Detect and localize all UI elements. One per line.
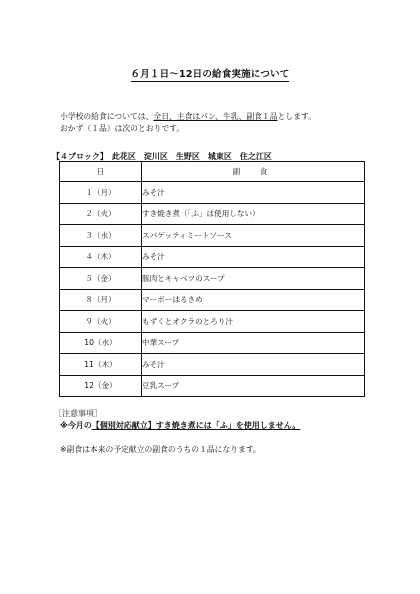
intro-line-1: 小学校の給食については、全日、主食はパン、牛乳、副食１品とします。 — [60, 112, 316, 121]
row-date: ５（金） — [60, 268, 142, 290]
row-date: 11（木） — [60, 354, 142, 376]
row-date: ９（火） — [60, 311, 142, 333]
table-row — [60, 311, 365, 333]
row-date: ４（木） — [60, 246, 142, 268]
row-dish: みそ汁 — [142, 354, 365, 376]
row-dish: 豚肉とキャベツのスープ — [142, 268, 365, 290]
notes-heading: ［注意事項］ — [54, 409, 102, 418]
table-row — [60, 289, 365, 311]
row-date: １（月） — [60, 182, 142, 204]
row-date: ８（月） — [60, 289, 142, 311]
row-date: ３（水） — [60, 225, 142, 247]
intro-line-2: おかず（１品）は次のとおりです。 — [60, 124, 185, 133]
menu-table — [59, 161, 365, 397]
row-dish: もずくとオクラのとろり汁 — [142, 311, 365, 333]
note-1-underlined: 【個別対応献立】すき焼き煮には「ふ」を使用しません。 — [91, 421, 301, 430]
row-dish: 豆乳スープ — [142, 375, 365, 397]
row-date: 12（金） — [60, 375, 142, 397]
table-row — [60, 375, 365, 397]
table-row — [60, 268, 365, 290]
table-header-row — [60, 162, 365, 182]
row-dish: マーボーはるさめ — [142, 289, 365, 311]
intro-paragraph — [60, 111, 380, 135]
row-dish: 中華スープ — [142, 332, 365, 354]
table-row — [60, 225, 365, 247]
table-row — [60, 246, 365, 268]
header-dish: 副 食 — [142, 162, 365, 182]
row-dish: スパゲッティミートソース — [142, 225, 365, 247]
block-heading: 【４ブロック】 此花区 淀川区 生野区 城東区 住之江区 — [52, 152, 272, 161]
table-row — [60, 332, 365, 354]
intro-underlined-text: 全日、主食はパン、牛乳、副食１品 — [153, 112, 278, 121]
row-dish: みそ汁 — [142, 246, 365, 268]
note-2: ※副食は本来の予定献立の副食のうちの１品になります。 — [60, 445, 261, 454]
table-row — [60, 354, 365, 376]
row-date: 10（水） — [60, 332, 142, 354]
header-date: 日 — [60, 162, 142, 182]
row-dish: すき焼き煮（「ふ」は使用しない） — [142, 203, 365, 225]
row-dish: みそ汁 — [142, 182, 365, 204]
table-row — [60, 182, 365, 204]
document-title: ６月１日〜12日の給食実施について — [130, 69, 290, 80]
table-row — [60, 203, 365, 225]
note-1: ※今月の【個別対応献立】すき焼き煮には「ふ」を使用しません。 — [60, 421, 301, 430]
row-date: ２（火） — [60, 203, 142, 225]
